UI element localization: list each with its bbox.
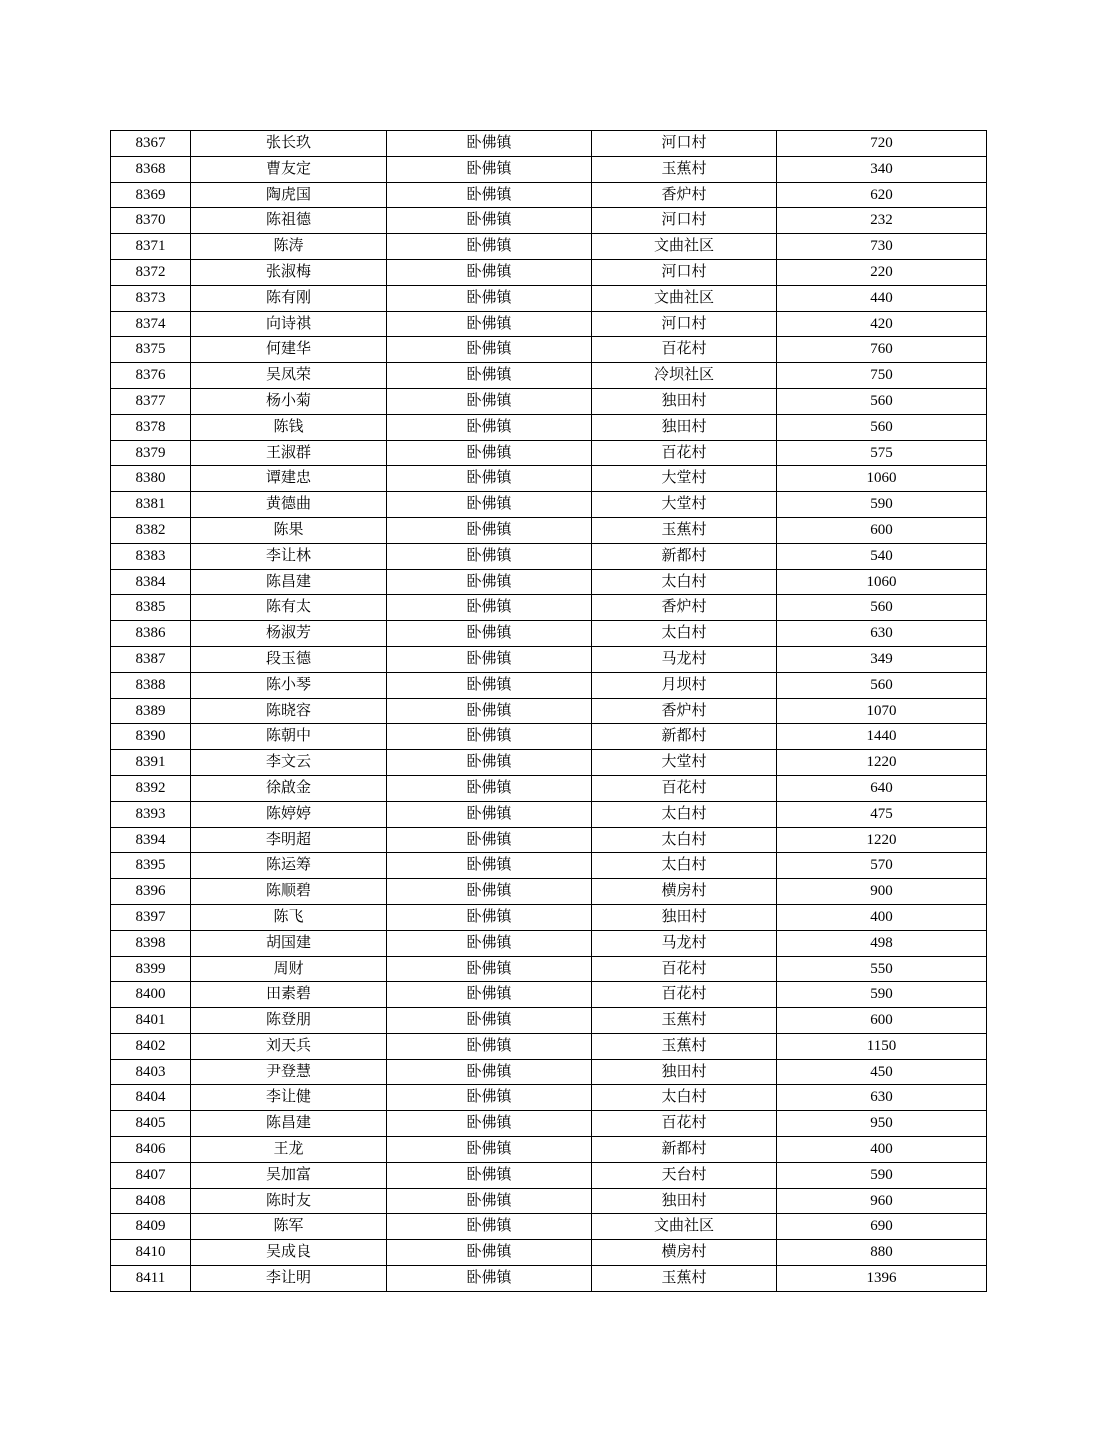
name-cell: 刘天兵: [191, 1033, 387, 1059]
town-cell: 卧佛镇: [387, 1240, 592, 1266]
village-cell: 大堂村: [592, 466, 777, 492]
name-cell: 陈有太: [191, 595, 387, 621]
table-row: [111, 930, 987, 956]
table-row: [111, 1266, 987, 1292]
id-cell: 8391: [111, 750, 191, 776]
id-cell: 8396: [111, 879, 191, 905]
town-cell: 卧佛镇: [387, 208, 592, 234]
id-cell: 8402: [111, 1033, 191, 1059]
town-cell: 卧佛镇: [387, 492, 592, 518]
amount-cell: 575: [777, 440, 987, 466]
name-cell: 向诗祺: [191, 311, 387, 337]
table-row: [111, 131, 987, 157]
table-row: [111, 956, 987, 982]
id-cell: 8409: [111, 1214, 191, 1240]
town-cell: 卧佛镇: [387, 131, 592, 157]
name-cell: 吴凤荣: [191, 363, 387, 389]
town-cell: 卧佛镇: [387, 1111, 592, 1137]
amount-cell: 640: [777, 775, 987, 801]
town-cell: 卧佛镇: [387, 1188, 592, 1214]
amount-cell: 550: [777, 956, 987, 982]
id-cell: 8384: [111, 569, 191, 595]
amount-cell: 880: [777, 1240, 987, 1266]
amount-cell: 730: [777, 234, 987, 260]
amount-cell: 630: [777, 1085, 987, 1111]
name-cell: 吴成良: [191, 1240, 387, 1266]
village-cell: 百花村: [592, 337, 777, 363]
amount-cell: 232: [777, 208, 987, 234]
town-cell: 卧佛镇: [387, 440, 592, 466]
name-cell: 陈运筹: [191, 853, 387, 879]
village-cell: 太白村: [592, 1085, 777, 1111]
name-cell: 陶虎国: [191, 182, 387, 208]
name-cell: 陈军: [191, 1214, 387, 1240]
id-cell: 8378: [111, 414, 191, 440]
table-row: [111, 311, 987, 337]
table-row: [111, 1137, 987, 1163]
amount-cell: 620: [777, 182, 987, 208]
id-cell: 8397: [111, 904, 191, 930]
table-row: [111, 569, 987, 595]
id-cell: 8369: [111, 182, 191, 208]
amount-cell: 420: [777, 311, 987, 337]
table-row: [111, 672, 987, 698]
town-cell: 卧佛镇: [387, 879, 592, 905]
village-cell: 大堂村: [592, 750, 777, 776]
village-cell: 冷坝社区: [592, 363, 777, 389]
id-cell: 8393: [111, 801, 191, 827]
name-cell: 曹友定: [191, 156, 387, 182]
amount-cell: 590: [777, 1162, 987, 1188]
town-cell: 卧佛镇: [387, 595, 592, 621]
id-cell: 8403: [111, 1059, 191, 1085]
town-cell: 卧佛镇: [387, 621, 592, 647]
name-cell: 何建华: [191, 337, 387, 363]
town-cell: 卧佛镇: [387, 1137, 592, 1163]
id-cell: 8374: [111, 311, 191, 337]
id-cell: 8408: [111, 1188, 191, 1214]
village-cell: 玉蕉村: [592, 1266, 777, 1292]
village-cell: 玉蕉村: [592, 1033, 777, 1059]
town-cell: 卧佛镇: [387, 543, 592, 569]
amount-cell: 1150: [777, 1033, 987, 1059]
id-cell: 8390: [111, 724, 191, 750]
id-cell: 8367: [111, 131, 191, 157]
name-cell: 陈昌建: [191, 1111, 387, 1137]
data-table: [110, 130, 987, 1292]
village-cell: 独田村: [592, 414, 777, 440]
id-cell: 8388: [111, 672, 191, 698]
id-cell: 8385: [111, 595, 191, 621]
name-cell: 张长玖: [191, 131, 387, 157]
village-cell: 香炉村: [592, 182, 777, 208]
village-cell: 文曲社区: [592, 285, 777, 311]
id-cell: 8395: [111, 853, 191, 879]
amount-cell: 600: [777, 517, 987, 543]
name-cell: 胡国建: [191, 930, 387, 956]
table-row: [111, 1188, 987, 1214]
village-cell: 马龙村: [592, 930, 777, 956]
town-cell: 卧佛镇: [387, 569, 592, 595]
village-cell: 独田村: [592, 1059, 777, 1085]
table-row: [111, 724, 987, 750]
name-cell: 尹登慧: [191, 1059, 387, 1085]
village-cell: 玉蕉村: [592, 1008, 777, 1034]
village-cell: 百花村: [592, 982, 777, 1008]
village-cell: 河口村: [592, 131, 777, 157]
table-row: [111, 904, 987, 930]
amount-cell: 950: [777, 1111, 987, 1137]
village-cell: 独田村: [592, 1188, 777, 1214]
town-cell: 卧佛镇: [387, 337, 592, 363]
town-cell: 卧佛镇: [387, 363, 592, 389]
town-cell: 卧佛镇: [387, 982, 592, 1008]
town-cell: 卧佛镇: [387, 775, 592, 801]
name-cell: 杨小菊: [191, 388, 387, 414]
id-cell: 8381: [111, 492, 191, 518]
name-cell: 陈昌建: [191, 569, 387, 595]
town-cell: 卧佛镇: [387, 1085, 592, 1111]
amount-cell: 590: [777, 982, 987, 1008]
table-row: [111, 879, 987, 905]
name-cell: 陈祖德: [191, 208, 387, 234]
table-row: [111, 440, 987, 466]
table-row: [111, 621, 987, 647]
table-row: [111, 853, 987, 879]
village-cell: 月坝村: [592, 672, 777, 698]
town-cell: 卧佛镇: [387, 1162, 592, 1188]
town-cell: 卧佛镇: [387, 1008, 592, 1034]
village-cell: 河口村: [592, 208, 777, 234]
name-cell: 田素碧: [191, 982, 387, 1008]
table-row: [111, 466, 987, 492]
table-row: [111, 1008, 987, 1034]
town-cell: 卧佛镇: [387, 904, 592, 930]
table-row: [111, 363, 987, 389]
amount-cell: 1440: [777, 724, 987, 750]
town-cell: 卧佛镇: [387, 259, 592, 285]
amount-cell: 630: [777, 621, 987, 647]
town-cell: 卧佛镇: [387, 672, 592, 698]
name-cell: 段玉德: [191, 646, 387, 672]
id-cell: 8407: [111, 1162, 191, 1188]
amount-cell: 900: [777, 879, 987, 905]
village-cell: 新都村: [592, 543, 777, 569]
name-cell: 吴加富: [191, 1162, 387, 1188]
name-cell: 陈时友: [191, 1188, 387, 1214]
id-cell: 8394: [111, 827, 191, 853]
name-cell: 陈顺碧: [191, 879, 387, 905]
id-cell: 8410: [111, 1240, 191, 1266]
id-cell: 8379: [111, 440, 191, 466]
amount-cell: 600: [777, 1008, 987, 1034]
village-cell: 百花村: [592, 1111, 777, 1137]
amount-cell: 498: [777, 930, 987, 956]
village-cell: 新都村: [592, 1137, 777, 1163]
id-cell: 8383: [111, 543, 191, 569]
amount-cell: 590: [777, 492, 987, 518]
name-cell: 谭建忠: [191, 466, 387, 492]
name-cell: 王龙: [191, 1137, 387, 1163]
town-cell: 卧佛镇: [387, 646, 592, 672]
name-cell: 陈飞: [191, 904, 387, 930]
village-cell: 百花村: [592, 440, 777, 466]
table-row: [111, 801, 987, 827]
amount-cell: 340: [777, 156, 987, 182]
town-cell: 卧佛镇: [387, 414, 592, 440]
id-cell: 8386: [111, 621, 191, 647]
name-cell: 王淑群: [191, 440, 387, 466]
town-cell: 卧佛镇: [387, 182, 592, 208]
village-cell: 横房村: [592, 1240, 777, 1266]
name-cell: 陈有刚: [191, 285, 387, 311]
id-cell: 8399: [111, 956, 191, 982]
table-body: [111, 131, 987, 1292]
town-cell: 卧佛镇: [387, 517, 592, 543]
table-row: [111, 388, 987, 414]
table-row: [111, 182, 987, 208]
amount-cell: 1396: [777, 1266, 987, 1292]
village-cell: 百花村: [592, 775, 777, 801]
name-cell: 杨淑芳: [191, 621, 387, 647]
town-cell: 卧佛镇: [387, 285, 592, 311]
name-cell: 李让健: [191, 1085, 387, 1111]
table-row: [111, 1240, 987, 1266]
id-cell: 8405: [111, 1111, 191, 1137]
town-cell: 卧佛镇: [387, 1266, 592, 1292]
village-cell: 太白村: [592, 569, 777, 595]
town-cell: 卧佛镇: [387, 853, 592, 879]
table-row: [111, 492, 987, 518]
table-row: [111, 543, 987, 569]
name-cell: 张淑梅: [191, 259, 387, 285]
village-cell: 新都村: [592, 724, 777, 750]
amount-cell: 440: [777, 285, 987, 311]
town-cell: 卧佛镇: [387, 1059, 592, 1085]
town-cell: 卧佛镇: [387, 466, 592, 492]
id-cell: 8401: [111, 1008, 191, 1034]
amount-cell: 560: [777, 672, 987, 698]
name-cell: 黄德曲: [191, 492, 387, 518]
table-row: [111, 1214, 987, 1240]
amount-cell: 400: [777, 904, 987, 930]
table-row: [111, 698, 987, 724]
amount-cell: 475: [777, 801, 987, 827]
id-cell: 8368: [111, 156, 191, 182]
town-cell: 卧佛镇: [387, 156, 592, 182]
amount-cell: 560: [777, 414, 987, 440]
amount-cell: 960: [777, 1188, 987, 1214]
table-row: [111, 414, 987, 440]
name-cell: 陈婷婷: [191, 801, 387, 827]
amount-cell: 760: [777, 337, 987, 363]
id-cell: 8371: [111, 234, 191, 260]
id-cell: 8370: [111, 208, 191, 234]
name-cell: 陈果: [191, 517, 387, 543]
village-cell: 文曲社区: [592, 234, 777, 260]
name-cell: 徐啟金: [191, 775, 387, 801]
amount-cell: 450: [777, 1059, 987, 1085]
amount-cell: 1220: [777, 750, 987, 776]
village-cell: 独田村: [592, 904, 777, 930]
amount-cell: 220: [777, 259, 987, 285]
town-cell: 卧佛镇: [387, 311, 592, 337]
village-cell: 太白村: [592, 621, 777, 647]
table-row: [111, 1059, 987, 1085]
amount-cell: 1070: [777, 698, 987, 724]
village-cell: 文曲社区: [592, 1214, 777, 1240]
name-cell: 李让明: [191, 1266, 387, 1292]
document-page: [110, 130, 986, 1292]
id-cell: 8382: [111, 517, 191, 543]
id-cell: 8373: [111, 285, 191, 311]
table-row: [111, 1085, 987, 1111]
id-cell: 8375: [111, 337, 191, 363]
town-cell: 卧佛镇: [387, 1214, 592, 1240]
amount-cell: 400: [777, 1137, 987, 1163]
village-cell: 河口村: [592, 259, 777, 285]
name-cell: 周财: [191, 956, 387, 982]
village-cell: 百花村: [592, 956, 777, 982]
village-cell: 河口村: [592, 311, 777, 337]
village-cell: 香炉村: [592, 698, 777, 724]
table-row: [111, 750, 987, 776]
id-cell: 8377: [111, 388, 191, 414]
amount-cell: 1220: [777, 827, 987, 853]
table-row: [111, 1162, 987, 1188]
id-cell: 8398: [111, 930, 191, 956]
amount-cell: 720: [777, 131, 987, 157]
id-cell: 8380: [111, 466, 191, 492]
town-cell: 卧佛镇: [387, 750, 592, 776]
id-cell: 8392: [111, 775, 191, 801]
town-cell: 卧佛镇: [387, 234, 592, 260]
village-cell: 横房村: [592, 879, 777, 905]
table-row: [111, 982, 987, 1008]
id-cell: 8389: [111, 698, 191, 724]
name-cell: 陈登朋: [191, 1008, 387, 1034]
village-cell: 独田村: [592, 388, 777, 414]
table-row: [111, 1033, 987, 1059]
amount-cell: 690: [777, 1214, 987, 1240]
table-row: [111, 285, 987, 311]
id-cell: 8400: [111, 982, 191, 1008]
town-cell: 卧佛镇: [387, 930, 592, 956]
id-cell: 8376: [111, 363, 191, 389]
town-cell: 卧佛镇: [387, 1033, 592, 1059]
id-cell: 8406: [111, 1137, 191, 1163]
table-row: [111, 156, 987, 182]
name-cell: 陈晓容: [191, 698, 387, 724]
town-cell: 卧佛镇: [387, 698, 592, 724]
id-cell: 8372: [111, 259, 191, 285]
village-cell: 太白村: [592, 801, 777, 827]
town-cell: 卧佛镇: [387, 801, 592, 827]
table-row: [111, 595, 987, 621]
name-cell: 陈小琴: [191, 672, 387, 698]
table-row: [111, 337, 987, 363]
name-cell: 陈朝中: [191, 724, 387, 750]
table-row: [111, 259, 987, 285]
village-cell: 香炉村: [592, 595, 777, 621]
id-cell: 8404: [111, 1085, 191, 1111]
table-row: [111, 1111, 987, 1137]
village-cell: 马龙村: [592, 646, 777, 672]
amount-cell: 349: [777, 646, 987, 672]
table-row: [111, 827, 987, 853]
amount-cell: 540: [777, 543, 987, 569]
table-row: [111, 517, 987, 543]
name-cell: 李文云: [191, 750, 387, 776]
amount-cell: 570: [777, 853, 987, 879]
town-cell: 卧佛镇: [387, 827, 592, 853]
amount-cell: 560: [777, 595, 987, 621]
id-cell: 8411: [111, 1266, 191, 1292]
name-cell: 陈钱: [191, 414, 387, 440]
town-cell: 卧佛镇: [387, 956, 592, 982]
amount-cell: 560: [777, 388, 987, 414]
village-cell: 玉蕉村: [592, 156, 777, 182]
village-cell: 太白村: [592, 853, 777, 879]
village-cell: 太白村: [592, 827, 777, 853]
name-cell: 李让林: [191, 543, 387, 569]
name-cell: 李明超: [191, 827, 387, 853]
village-cell: 玉蕉村: [592, 517, 777, 543]
amount-cell: 750: [777, 363, 987, 389]
table-row: [111, 208, 987, 234]
town-cell: 卧佛镇: [387, 388, 592, 414]
id-cell: 8387: [111, 646, 191, 672]
amount-cell: 1060: [777, 569, 987, 595]
amount-cell: 1060: [777, 466, 987, 492]
town-cell: 卧佛镇: [387, 724, 592, 750]
table-row: [111, 234, 987, 260]
name-cell: 陈涛: [191, 234, 387, 260]
table-row: [111, 775, 987, 801]
village-cell: 大堂村: [592, 492, 777, 518]
table-row: [111, 646, 987, 672]
village-cell: 天台村: [592, 1162, 777, 1188]
